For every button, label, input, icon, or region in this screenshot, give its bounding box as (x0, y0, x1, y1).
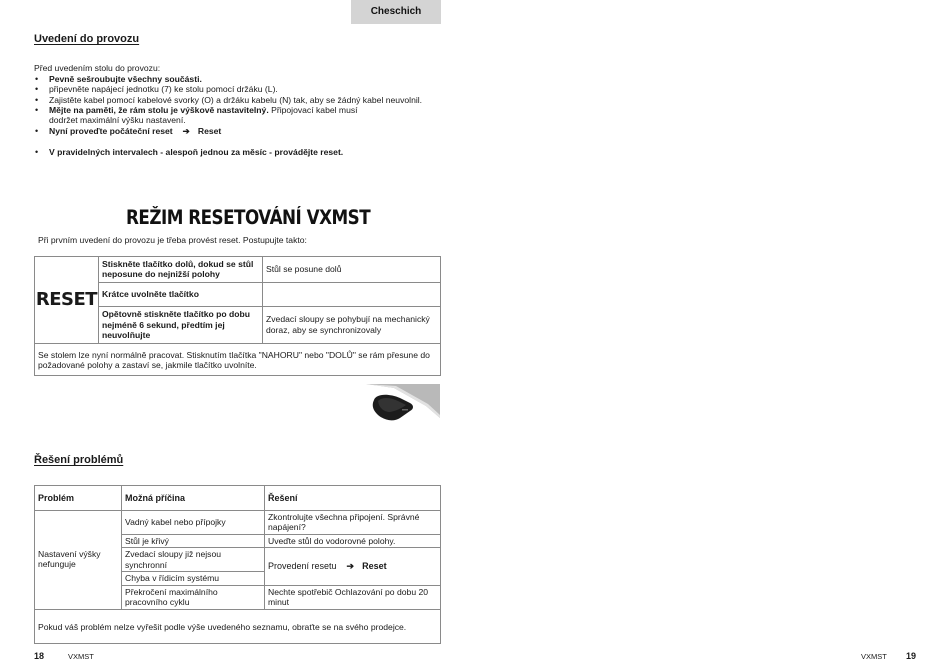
solution-cell: Nechte spotřebič Ochlazování po dobu 20 minut (265, 585, 441, 609)
solution-reset-text: Provedení resetu (268, 561, 337, 572)
cause-cell: Chyba v řídicím systému (122, 572, 265, 585)
bullet-bold-text: Mějte na paměti, že rám stolu je výškově nastavitelný. (49, 105, 269, 115)
reset-label: Reset (197, 125, 222, 136)
arrow-right-icon: ➔ (182, 125, 190, 136)
startup-lead: Před uvedením stolu do provozu: (34, 63, 161, 73)
header-solution: Řešení (265, 486, 441, 511)
startup-instructions (34, 63, 444, 157)
page-number-right: 19 (906, 651, 917, 661)
bullet-bold-text: Pevně sešroubujte všechny součásti. (49, 73, 202, 84)
reset-label: Reset (362, 561, 387, 572)
cause-cell: Zvedací sloupy již nejsou synchronní (122, 548, 265, 572)
step-result-cell (263, 282, 441, 306)
step-result-cell: Stůl se posune dolů (263, 257, 441, 283)
table-row (35, 609, 441, 643)
table-row (35, 257, 441, 283)
solution-cell (265, 548, 441, 585)
list-item (34, 95, 444, 106)
troubleshooting-heading: Řešení problémů (34, 454, 124, 466)
reset-label-cell: RESET (35, 257, 99, 344)
header-problem: Problém (35, 486, 122, 511)
bullet-bold-text: V pravidelných intervalech - alespoň jednou za měsíc - provádějte reset. (49, 146, 344, 157)
bullet-bold-text: Nyní proveďte počáteční reset (49, 125, 173, 136)
bullet-continuation: dodržet maximální výšku nastavení. (49, 115, 186, 126)
bullet-text: Zajistěte kabel pomocí kabelové svorky (O) a držáku kabelu (N) tak, aby se žádný kabel neuvolnil. (49, 94, 423, 105)
step-action-cell: Opětovně stiskněte tlačítko po dobu nejméně 6 sekund, předtím jej neuvolňujte (99, 306, 263, 343)
startup-bullet-list (34, 74, 444, 158)
step-action-cell: Stiskněte tlačítko dolů, dokud se stůl neposune do nejnižší polohy (99, 257, 263, 283)
footer-brand-left: VXMST (68, 652, 94, 661)
handset-photo (366, 384, 440, 424)
problem-cell: Nastavení výšky nefunguje (35, 511, 122, 610)
footer-brand-right: VXMST (861, 652, 887, 661)
table-row (35, 343, 441, 375)
cause-cell: Stůl je křivý (122, 534, 265, 547)
table-row (35, 511, 441, 535)
reset-mode-title: REŽIM RESETOVÁNÍ VXMST (126, 206, 371, 229)
language-tab: Cheschich (351, 0, 441, 24)
arrow-right-icon: ➔ (346, 561, 355, 572)
list-item (34, 126, 444, 137)
header-cause: Možná příčina (122, 486, 265, 511)
page-number-left: 18 (34, 651, 45, 661)
step-action-cell: Krátce uvolněte tlačítko (99, 282, 263, 306)
list-item (34, 147, 444, 158)
list-item (34, 84, 444, 95)
reset-note-cell: Se stolem lze nyní normálně pracovat. Stisknutím tlačítka "NAHORU" nebo "DOLŮ" se rám přesune do požadované polohy a zastaví se, jakmile tlačítko uvolníte. (35, 343, 441, 375)
bullet-text: Připojovací kabel musí (268, 105, 358, 115)
table-header-row (35, 486, 441, 511)
footnote-cell: Pokud váš problém nelze vyřešit podle výše uvedeného seznamu, obraťte se na svého prodejce. (35, 609, 441, 643)
cause-cell: Vadný kabel nebo přípojky (122, 511, 265, 535)
desk-control-handset-icon (366, 384, 440, 424)
list-item (34, 105, 444, 126)
solution-cell: Zkontrolujte všechna připojení. Správné napájení? (265, 511, 441, 535)
bullet-text: připevněte napájecí jednotku (7) ke stolu pomocí držáku (L). (49, 84, 278, 94)
startup-heading: Uvedení do provozu (34, 33, 140, 45)
step-result-cell: Zvedací sloupy se pohybují na mechanický doraz, aby se synchronizovaly (263, 306, 441, 343)
list-item (34, 74, 444, 85)
troubleshooting-table (34, 485, 441, 644)
reset-mode-subtitle: Při prvním uvedení do provozu je třeba provést reset. Postupujte takto: (38, 235, 307, 245)
solution-cell: Uveďte stůl do vodorovné polohy. (265, 534, 441, 547)
cause-cell: Překročení maximálního pracovního cyklu (122, 585, 265, 609)
reset-steps-table (34, 256, 441, 376)
